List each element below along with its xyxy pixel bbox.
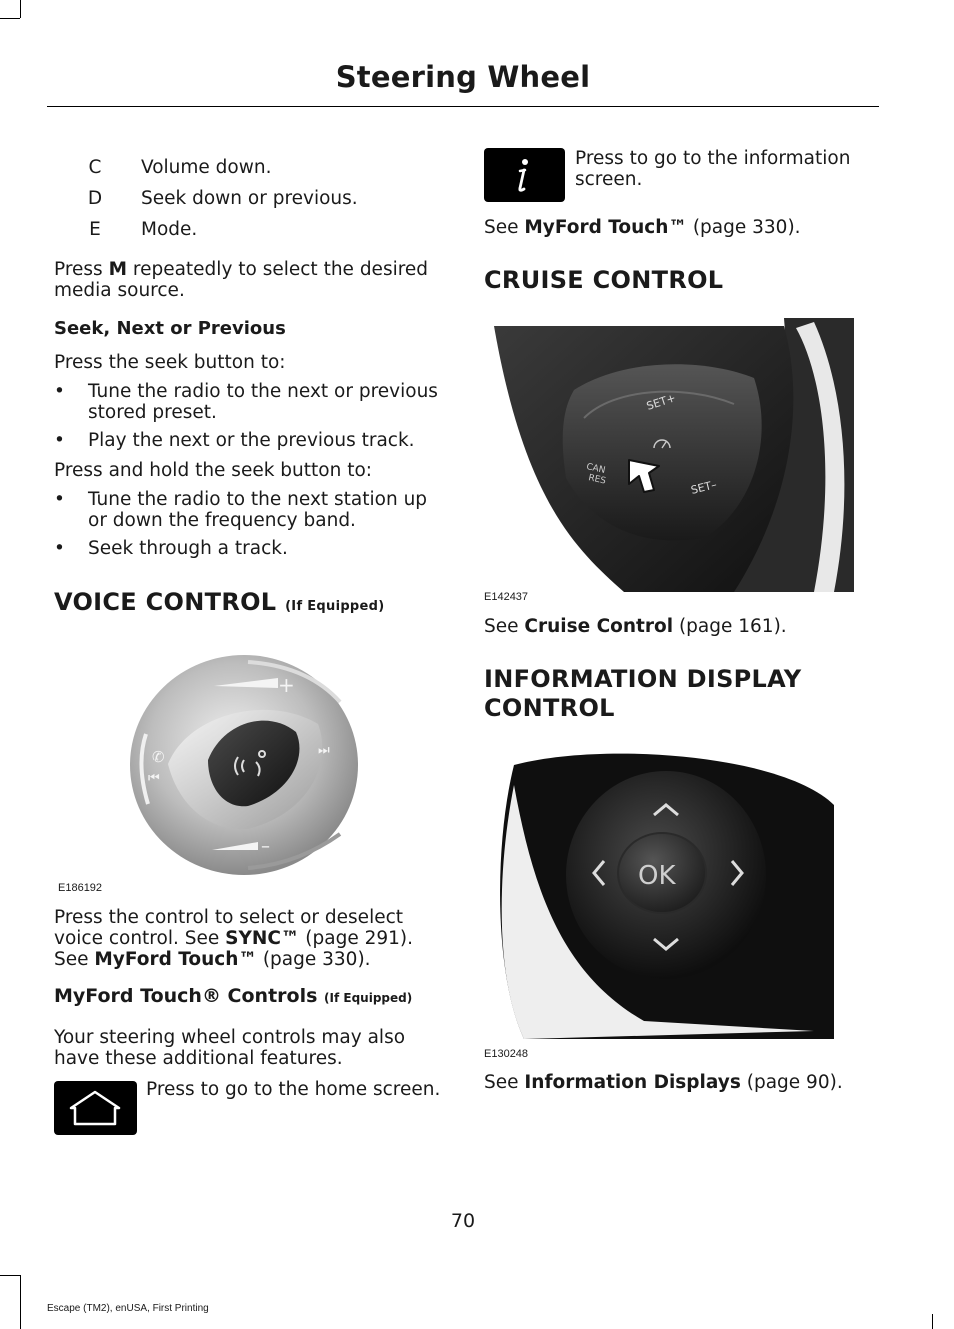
text-line	[54, 949, 444, 970]
set-plus-label: SET+	[644, 391, 678, 413]
text-line: Press the control to select or deselect	[54, 907, 404, 928]
list-text: Mode.	[141, 219, 198, 240]
text-run: (page 90).	[740, 1072, 843, 1093]
text-run: (page 161).	[673, 616, 787, 637]
text-run: Press	[54, 259, 109, 280]
list-text: Seek down or previous.	[141, 188, 358, 209]
seek-heading: Seek, Next or Previous	[54, 318, 286, 339]
cruise-control-heading: CRUISE CONTROL	[484, 266, 724, 294]
myford-touch-link[interactable]: MyFord Touch™	[94, 949, 257, 970]
svg-text:✆: ✆	[152, 748, 165, 766]
list-key: C	[88, 157, 102, 178]
figure-id: E186192	[58, 882, 103, 894]
left-column	[54, 0, 444, 1329]
text-line	[54, 928, 444, 949]
bullet-item	[54, 489, 444, 533]
information-display-control-heading	[484, 665, 801, 723]
text-run: See	[54, 949, 95, 970]
info-button-image	[484, 148, 565, 202]
figure-id: E142437	[484, 591, 529, 603]
text-run: (page 330).	[686, 217, 801, 238]
res-label: RES	[587, 473, 607, 487]
hold-seek-text: Press and hold the seek button to:	[54, 460, 373, 481]
bullet-text: Play the next or the previous track.	[88, 430, 415, 451]
bullet-text: Tune the radio to the next or previous stored preset.	[88, 381, 438, 423]
page-title: Steering Wheel	[335, 60, 591, 94]
crop-mark	[20, 1275, 21, 1329]
text-run: voice control. See	[54, 928, 226, 949]
see-myford-touch	[484, 217, 801, 238]
m-key: M	[108, 259, 127, 280]
info-icon	[484, 148, 565, 202]
see-cruise-control	[484, 616, 787, 637]
svg-text:⏮: ⏮	[148, 771, 160, 786]
bullet-dot: •	[54, 381, 65, 402]
footer-text: Escape (TM2), enUSA, First Printing	[47, 1303, 209, 1314]
press-m-paragraph	[54, 259, 439, 301]
page-number: 70	[450, 1210, 476, 1232]
heading-line: CONTROL	[484, 694, 615, 722]
bullet-dot: •	[54, 538, 65, 559]
text-run: (page 291).	[299, 928, 413, 949]
set-minus-label: SET–	[689, 477, 719, 497]
voice-control-switch-image	[128, 654, 360, 876]
list-text: Volume down.	[141, 157, 272, 178]
bullet-item	[54, 538, 444, 560]
list-key: D	[87, 188, 103, 209]
text-run: See	[484, 1072, 525, 1093]
myford-touch-controls-heading	[54, 986, 412, 1009]
svg-text:+: +	[278, 673, 295, 697]
info-button-text: Press to go to the information screen.	[575, 148, 851, 190]
bullet-dot: •	[54, 489, 65, 510]
bullet-item	[54, 381, 444, 425]
svg-text:⏭: ⏭	[318, 743, 330, 758]
crop-mark	[0, 1275, 20, 1276]
voice-control-paragraph	[54, 907, 444, 970]
sync-link[interactable]: SYNC™	[225, 928, 300, 949]
equipped-note: (If Equipped)	[285, 599, 385, 614]
text-run: repeatedly to select the desired media source.	[54, 259, 429, 301]
ok-label: OK	[638, 861, 676, 891]
heading-line: INFORMATION DISPLAY	[484, 665, 802, 693]
heading-text: VOICE CONTROL	[54, 588, 277, 616]
voice-control-heading	[54, 588, 385, 621]
myford-touch-paragraph: Your steering wheel controls may also have these additional features.	[54, 1027, 406, 1069]
list-key: E	[89, 219, 101, 240]
home-button-image	[54, 1081, 137, 1135]
bullet-item	[54, 430, 444, 452]
equipped-note: (If Equipped)	[324, 991, 413, 1005]
text-run: See	[484, 217, 525, 238]
text-run: (page 330).	[256, 949, 371, 970]
crop-mark	[0, 18, 20, 19]
press-seek-text: Press the seek button to:	[54, 352, 286, 373]
right-column	[484, 0, 879, 1329]
cruise-control-link[interactable]: Cruise Control	[524, 616, 674, 637]
bullet-dot: •	[54, 430, 65, 451]
see-information-displays	[484, 1072, 843, 1093]
information-display-switch-image	[484, 745, 854, 1039]
cruise-control-switch-image	[484, 318, 854, 592]
myford-touch-link[interactable]: MyFord Touch™	[524, 217, 687, 238]
bullet-text: Tune the radio to the next station up or down the frequency band.	[88, 489, 428, 531]
information-displays-link[interactable]: Information Displays	[524, 1072, 741, 1093]
bullet-text: Seek through a track.	[88, 538, 288, 559]
figure-id: E130248	[484, 1048, 529, 1060]
home-button-text: Press to go to the home screen.	[146, 1079, 441, 1100]
heading-text: MyFord Touch® Controls	[54, 985, 318, 1007]
can-label: CAN	[585, 462, 607, 476]
home-icon	[54, 1081, 137, 1135]
crop-mark	[932, 1314, 933, 1329]
text-run: See	[484, 616, 525, 637]
crop-mark	[20, 0, 21, 18]
svg-text:–: –	[261, 836, 270, 857]
